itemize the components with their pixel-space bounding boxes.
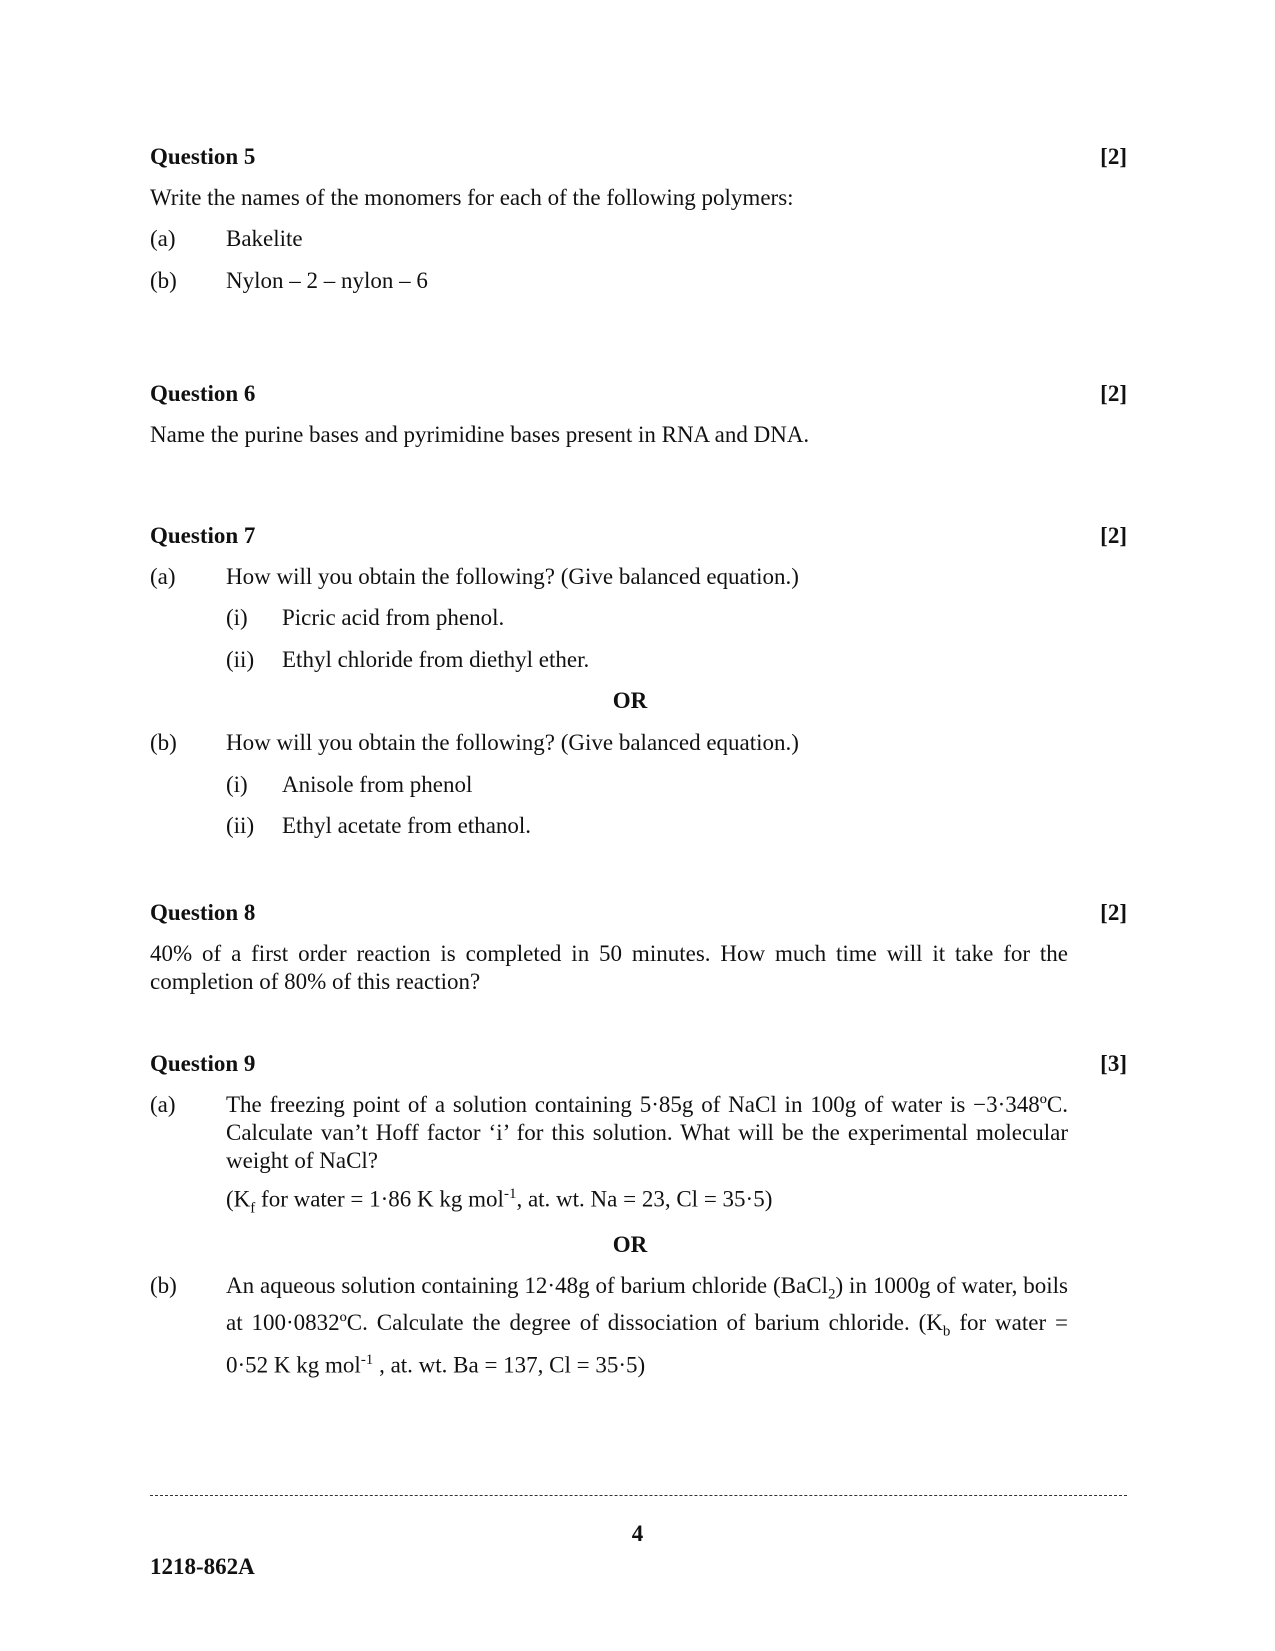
option-a: (a) How will you obtain the following? (Give balanced equation.) [150, 563, 799, 589]
page-number: 4 [631, 1521, 644, 1546]
option-a-data: ($K_f$ for water = 1·86 K kg mol$^{-1}$, at. wt. Na = 23, Cl = 35·5) [226, 1185, 773, 1216]
question-text: Write the names of the monomers for each of the following polymers: [150, 184, 794, 210]
or-separator: OR [612, 1231, 648, 1257]
question-title: Question 9 [150, 1051, 256, 1076]
question-marks: [2] [1100, 523, 1127, 548]
question-6 [150, 380, 1127, 448]
paper-code: 1218-862A [150, 1554, 255, 1579]
question-text: 40% of a first order reaction is completed in 50 minutes. How much time will it take for the completion of 80% of this reaction? [150, 940, 1068, 994]
question-7 [150, 522, 1127, 840]
option-b: (b) Nylon – 2 – nylon – 6 [150, 267, 428, 293]
option-b-ii: (ii) Ethyl acetate from ethanol. [226, 813, 532, 839]
option-b: (b) An aqueous solution containing 12·48g of barium chloride (BaCl$_2$) in 1000g of water, boils at 100·0832ºC. Calculate the degree of dissociation of barium chloride. ($K_b$ for water = 0·52 K kg mol$^{-1}$ , at. wt. Ba = 137, Cl = 35·5) [150, 1273, 1068, 1378]
footer-divider [150, 1495, 1127, 1496]
option-a: (a) The freezing point of a solution containing 5·85g of NaCl in 100g of water is −3·348ºC. Calculate van’t Hoff factor ‘i’ for this solution. What will be the experimental molecular weight of NaCl? [150, 1091, 1068, 1173]
option-b: (b) How will you obtain the following? (Give balanced equation.) [150, 729, 799, 755]
question-5 [150, 143, 1127, 294]
question-text: Name the purine bases and pyrimidine bases present in RNA and DNA. [150, 421, 810, 447]
or-separator: OR [612, 688, 648, 714]
option-a-ii: (ii) Ethyl chloride from diethyl ether. [226, 646, 590, 672]
question-marks: [3] [1100, 1051, 1127, 1076]
option-a: (a) Bakelite [150, 226, 303, 252]
question-title: Question 8 [150, 900, 256, 925]
question-marks: [2] [1100, 144, 1127, 169]
question-marks: [2] [1100, 900, 1127, 925]
option-b-i: (i) Anisole from phenol [226, 771, 473, 797]
question-8 [150, 899, 1127, 996]
question-title: Question 5 [150, 144, 256, 169]
option-a-i: (i) Picric acid from phenol. [226, 605, 505, 631]
question-marks: [2] [1100, 381, 1127, 406]
question-title: Question 6 [150, 381, 256, 406]
question-title: Question 7 [150, 523, 256, 548]
question-9 [150, 1050, 1127, 1379]
